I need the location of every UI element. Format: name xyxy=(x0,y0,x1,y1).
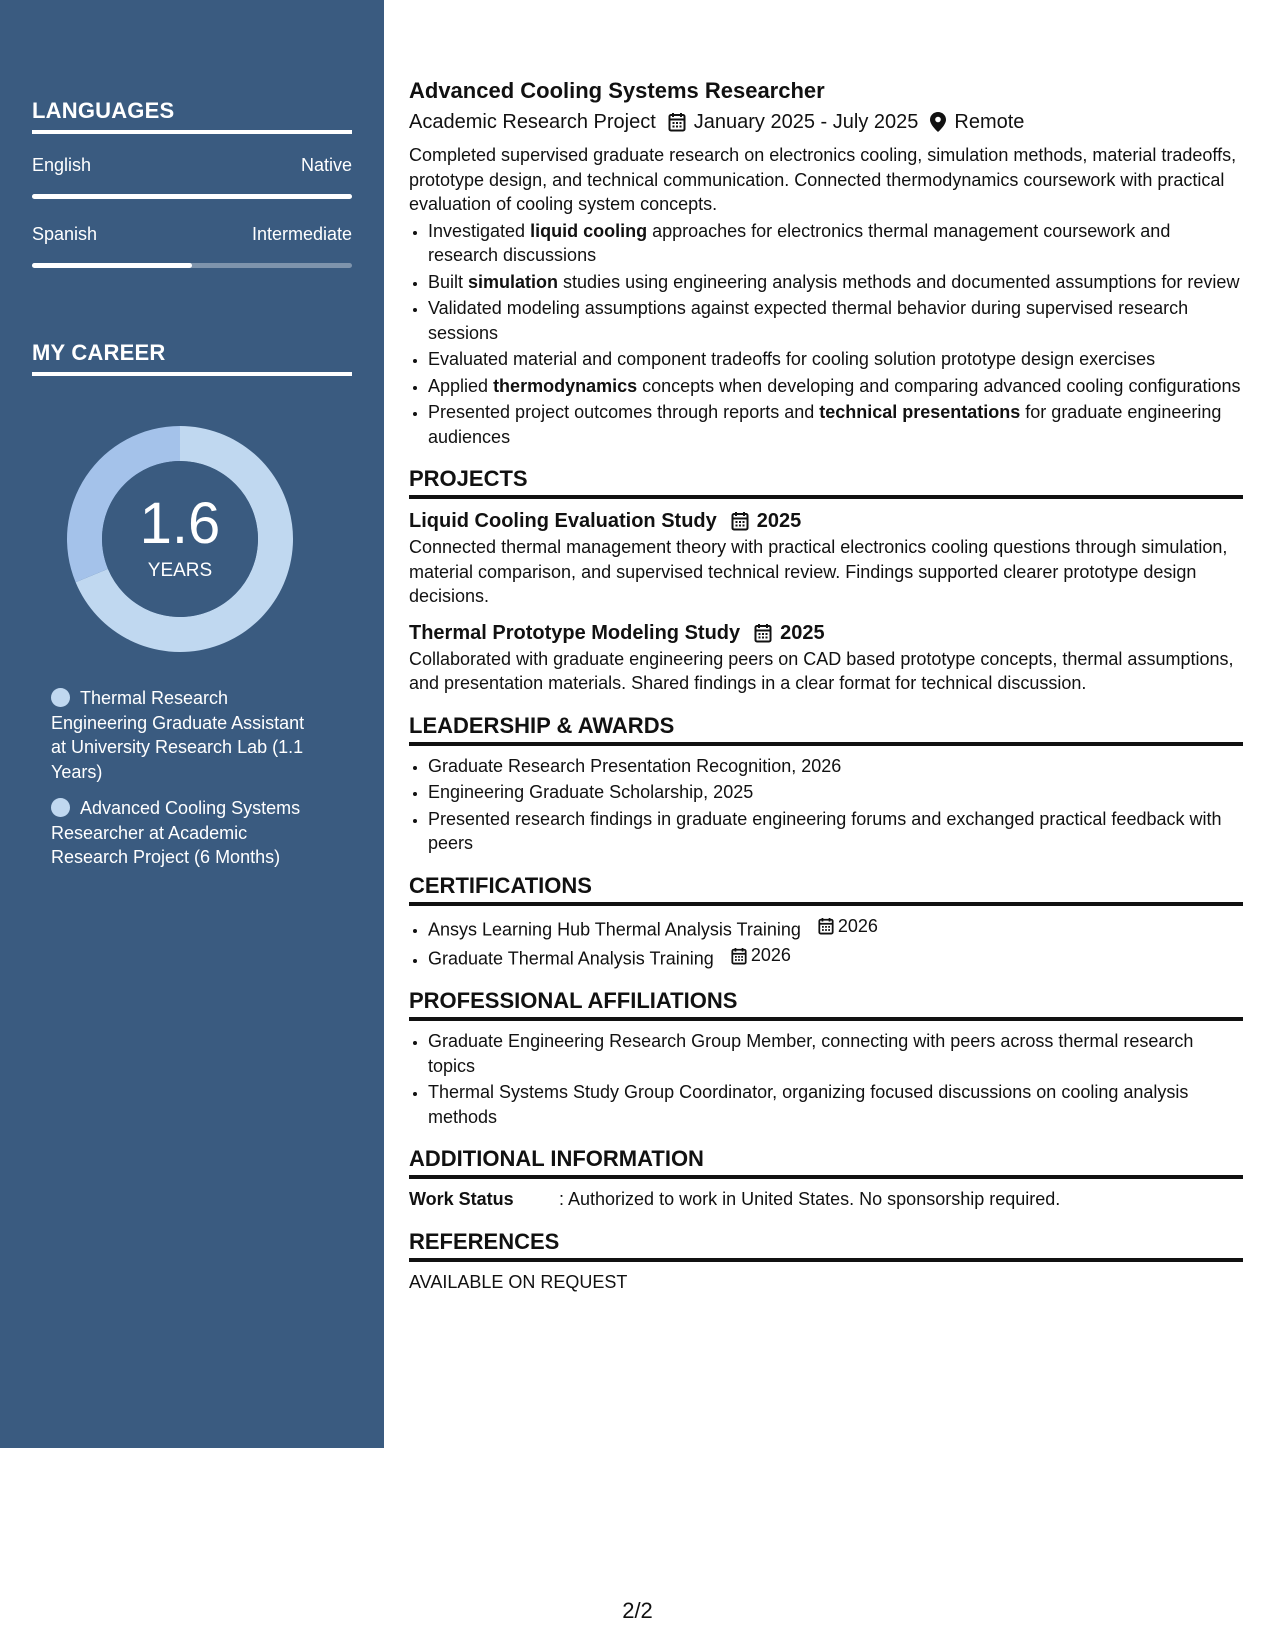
calendar-icon xyxy=(731,511,749,531)
list-item: • Graduate Engineering Research Group Member, connecting with peers across thermal research topics xyxy=(428,1029,1243,1078)
career-legend-label: Advanced Cooling Systems Researcher at Academic Research Project (6 Months) xyxy=(51,798,301,867)
projects-heading: PROJECTS xyxy=(409,465,1243,499)
language-row-english xyxy=(32,155,352,176)
list-item: • Presented research findings in graduate engineering forums and exchanged practical feedback with peers xyxy=(428,807,1243,856)
language-bar-fill xyxy=(32,194,352,199)
project-title-row xyxy=(409,507,1243,535)
legend-dot-icon xyxy=(51,798,70,817)
career-legend xyxy=(51,686,321,882)
calendar-icon xyxy=(731,947,747,965)
affiliations-heading: PROFESSIONAL AFFILIATIONS xyxy=(409,987,1243,1021)
career-legend-item xyxy=(51,796,321,870)
project-year: 2025 xyxy=(780,621,825,644)
list-item: • Validated modeling assumptions against expected thermal behavior during supervised research sessions xyxy=(428,296,1243,345)
experience-dates: January 2025 - July 2025 xyxy=(693,111,919,133)
references-heading: REFERENCES xyxy=(409,1228,1243,1262)
language-bar-fill xyxy=(32,263,192,268)
experience-bullets xyxy=(409,219,1243,450)
list-item: • Presented project outcomes through reports and technical presentations for graduate engineering audiences xyxy=(428,400,1243,449)
affiliations-list xyxy=(409,1029,1243,1129)
list-item xyxy=(428,914,1243,942)
language-bar-spanish xyxy=(32,263,352,268)
language-row-spanish xyxy=(32,224,352,245)
list-item: • Thermal Systems Study Group Coordinator, organizing focused discussions on cooling analysis methods xyxy=(428,1080,1243,1129)
experience-meta xyxy=(409,107,1243,137)
calendar-icon xyxy=(754,623,772,643)
certification-date xyxy=(818,914,878,939)
career-years-label: YEARS xyxy=(147,560,213,581)
career-legend-label: Thermal Research Engineering Graduate Assistant at University Research Lab (1.1 Years) xyxy=(51,688,305,782)
list-item: • Applied thermodynamics concepts when developing and comparing advanced cooling configurations xyxy=(428,374,1243,399)
sidebar xyxy=(0,0,384,1448)
certifications-list xyxy=(409,914,1243,972)
experience-description: Completed supervised graduate research on electronics cooling, simulation methods, material tradeoffs, prototype design, and technical communication. Connected thermodynamics coursework with practical evaluation of cooling system concepts. xyxy=(409,145,1237,214)
list-item: • Built simulation studies using engineering analysis methods and documented assumptions for review xyxy=(428,270,1243,295)
page-number: 2/2 xyxy=(622,1598,653,1623)
project-description: Connected thermal management theory with practical electronics cooling questions through simulation, material comparison, and supervised technical review. Findings supported clearer prototype design decisions. xyxy=(409,537,1228,606)
project-name: Liquid Cooling Evaluation Study xyxy=(409,510,717,532)
certification-date xyxy=(731,943,791,968)
language-name: Spanish xyxy=(32,224,98,244)
project-year: 2025 xyxy=(756,510,802,532)
list-item: • Evaluated material and component tradeoffs for cooling solution prototype design exercises xyxy=(428,347,1243,372)
project-description: Collaborated with graduate engineering peers on CAD based prototype concepts, thermal assumptions, and presentation materials. Shared findings in a clear format for technical discussion. xyxy=(409,648,1234,693)
main-content xyxy=(409,76,1243,1294)
language-name: English xyxy=(32,155,92,175)
leadership-list xyxy=(409,754,1243,856)
calendar-icon xyxy=(668,112,686,132)
career-years-value: 1.6 xyxy=(139,491,221,556)
work-status-key: Work Status xyxy=(409,1189,514,1209)
location-pin-icon xyxy=(930,112,946,132)
work-status-row xyxy=(409,1187,1243,1212)
list-item: • Graduate Research Presentation Recognition, 2026 xyxy=(428,754,1243,779)
references-text: AVAILABLE ON REQUEST xyxy=(409,1271,628,1292)
additional-info-heading: ADDITIONAL INFORMATION xyxy=(409,1145,1243,1179)
career-heading: MY CAREER xyxy=(32,340,352,376)
project-item xyxy=(409,507,1243,609)
certification-year: 2026 xyxy=(837,915,878,936)
project-title-row xyxy=(409,619,1243,647)
language-level: Native xyxy=(300,155,352,175)
leadership-heading: LEADERSHIP & AWARDS xyxy=(409,712,1243,746)
calendar-icon xyxy=(818,917,834,935)
certification-year: 2026 xyxy=(750,945,791,966)
project-name: Thermal Prototype Modeling Study xyxy=(409,621,741,644)
list-item: • Investigated liquid cooling approaches for electronics thermal management coursework and research discussions xyxy=(428,219,1243,268)
language-bar-english xyxy=(32,194,352,199)
list-item: • Engineering Graduate Scholarship, 2025 xyxy=(428,780,1243,805)
language-level: Intermediate xyxy=(251,224,352,244)
list-item xyxy=(428,943,1243,971)
career-legend-item xyxy=(51,686,321,784)
experience-org: Academic Research Project xyxy=(409,111,656,133)
work-status-value: : Authorized to work in United States. No sponsorship required. xyxy=(559,1189,1061,1209)
experience-title: Advanced Cooling Systems Researcher xyxy=(409,78,825,103)
languages-heading: LANGUAGES xyxy=(32,98,352,134)
certification-name: Ansys Learning Hub Thermal Analysis Training xyxy=(428,918,801,939)
certification-name: Graduate Thermal Analysis Training xyxy=(428,948,714,969)
experience-location: Remote xyxy=(954,111,1025,133)
legend-dot-icon xyxy=(51,688,70,707)
certifications-heading: CERTIFICATIONS xyxy=(409,872,1243,906)
project-item xyxy=(409,619,1243,696)
